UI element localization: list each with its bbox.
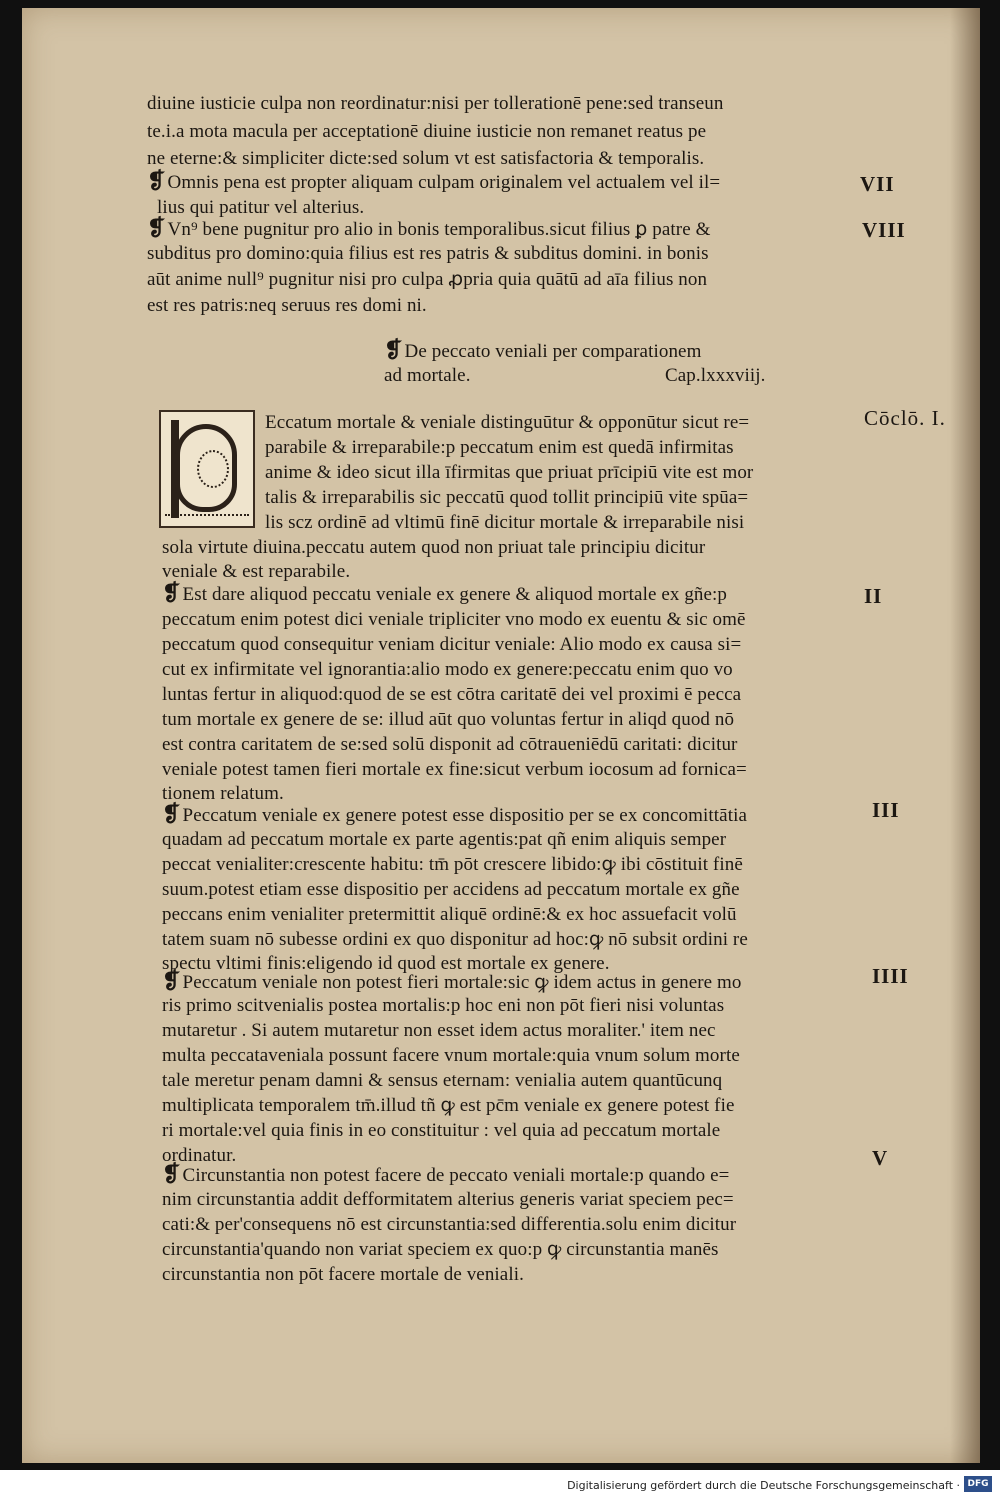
text-line: ❡ Peccatum veniale ex genere potest esse dispositio per se ex concomittātia bbox=[162, 801, 747, 826]
chapter-heading-line2: ad mortale. bbox=[384, 365, 471, 386]
text-line: lis scz ordinē ad vltimū finē dicitur mortale & irreparabile nisi bbox=[265, 512, 745, 533]
text-line: est res patris:neq seruus res domi ni. bbox=[147, 295, 427, 316]
text-line: ordinatur. bbox=[162, 1145, 237, 1166]
text-line: luntas fertur in aliquod:quod de se est cōtra caritatē dei vel proximi ē pecca bbox=[162, 684, 742, 705]
paragraph-mark-icon: ❡ bbox=[384, 337, 403, 362]
paragraph-mark-icon: ❡ bbox=[147, 215, 166, 240]
text-line: ❡ Peccatum veniale non potest fieri mortale:sic ꝙ idem actus in genere mo bbox=[162, 968, 742, 993]
text-line: multa peccataveniala possunt facere vnum mortale:quia vnum solum morte bbox=[162, 1045, 740, 1066]
text-line: cut ex infirmitate vel ignorantia:alio modo ex genere:peccatu enim quo vo bbox=[162, 659, 733, 680]
text-line: ❡ Circunstantia non potest facere de peccato veniali mortale:p quando e= bbox=[162, 1161, 730, 1186]
margin-numeral: III bbox=[872, 798, 900, 822]
decorated-initial-p bbox=[159, 410, 255, 528]
footer-credit: Digitalisierung gefördert durch die Deutsche Forschungsgemeinschaft · bbox=[567, 1479, 960, 1492]
text-line: Eccatum mortale & veniale distinguūtur & opponūtur sicut re= bbox=[265, 412, 750, 433]
margin-numeral: VII bbox=[860, 172, 895, 196]
text-line: ris primo scitvenialis postea mortalis:p hoc eni non pōt fieri nisi voluntas bbox=[162, 995, 725, 1016]
chapter-number: Cap.lxxxviij. bbox=[665, 365, 766, 386]
text-line: talis & irreparabilis sic peccatū quod tollit principiū vite spūa= bbox=[265, 487, 749, 508]
text-line: peccatum enim potest dici veniale tripliciter vno modo ex euentu & sic omē bbox=[162, 609, 746, 630]
text-line: aūt anime null⁹ pugnitur nisi pro culpa ꝓpria quia quātū ad aīa filius non bbox=[147, 269, 708, 290]
text-line: peccans enim venialiter pretermittit aliquē ordinē:& ex hoc assuefacit volū bbox=[162, 904, 737, 925]
margin-numeral: V bbox=[872, 1146, 889, 1170]
paragraph-mark-icon: ❡ bbox=[162, 580, 181, 605]
text-line: est contra caritatem de se:sed solū disponit ad cōtraueniēdū caritati: dicitur bbox=[162, 734, 738, 755]
text-line: ❡ Vn⁹ bene pugnitur pro alio in bonis temporalibus.sicut filius ꝑ patre & bbox=[147, 215, 711, 240]
text-line: multiplicata temporalem tm̄.illud tñ ꝙ est pc̄m veniale ex genere potest fie bbox=[162, 1095, 735, 1116]
text-line: sola virtute diuina.peccatu autem quod non priuat tale principiu dicitur bbox=[162, 537, 706, 558]
chapter-heading: ❡ De peccato veniali per comparationem bbox=[384, 337, 702, 362]
text-line: subditus pro domino:quia filius est res patris & subditus domini. in bonis bbox=[147, 243, 709, 264]
text-line: tatem suam nō subesse ordini ex quo disponitur ad hoc:ꝙ nō subsit ordini re bbox=[162, 929, 748, 950]
text-line: te.i.a mota macula per acceptationē diuine iusticie non remanet reatus pe bbox=[147, 121, 707, 142]
text-line: circunstantia'quando non variat speciem ex quo:p ꝙ circunstantia manēs bbox=[162, 1239, 719, 1260]
text-line: ne eterne:& simpliciter dicte:sed solum vt est satisfactoria & temporalis. bbox=[147, 148, 705, 169]
text-line: veniale & est reparabile. bbox=[162, 561, 351, 582]
text-line: ❡ Omnis pena est propter aliquam culpam originalem vel actualem vel il= bbox=[147, 168, 721, 193]
text-line: nim circunstantia addit defformitatem alterius generis variat speciem pec= bbox=[162, 1189, 734, 1210]
text-line: circunstantia non pōt facere mortale de veniali. bbox=[162, 1264, 524, 1285]
text-line: quadam ad peccatum mortale ex parte agentis:pat qñ enim aliquis semper bbox=[162, 829, 727, 850]
flower-ornament-icon bbox=[197, 450, 229, 488]
conclusio-label: Cōclō. I. bbox=[864, 406, 946, 430]
book-page bbox=[22, 8, 980, 1463]
text-line: veniale potest tamen fieri mortale ex fine:sicut verbum iocosum ad fornica= bbox=[162, 759, 747, 780]
paragraph-mark-icon: ❡ bbox=[162, 968, 181, 993]
text-line: tionem relatum. bbox=[162, 783, 284, 804]
text-line: peccat venialiter:crescente habitu: tm̄ pōt crescere libido:ꝙ ibi cōstituit finē bbox=[162, 854, 743, 875]
margin-numeral: II bbox=[864, 584, 883, 608]
margin-numeral: VIII bbox=[862, 218, 906, 242]
text-line: parabile & irreparabile:p peccatum enim est quedā infirmitas bbox=[265, 437, 734, 458]
dfg-logo-icon: DFG bbox=[964, 1476, 992, 1492]
paragraph-mark-icon: ❡ bbox=[162, 1161, 181, 1186]
text-line: suum.potest etiam esse dispositio per accidens ad peccatum mortale ex gñe bbox=[162, 879, 740, 900]
page-spine-shadow bbox=[950, 8, 980, 1463]
text-line: peccatum quod consequitur veniam dicitur veniale: Alio modo ex causa si= bbox=[162, 634, 742, 655]
text-line: anime & ideo sicut illa īfirmitas que priuat prīcipiū vite est mor bbox=[265, 462, 754, 483]
text-line: tum mortale ex genere de se: illud aūt quo voluntas fertur in aliqd quod nō bbox=[162, 709, 735, 730]
paragraph-mark-icon: ❡ bbox=[147, 168, 166, 193]
margin-numeral: IIII bbox=[872, 964, 909, 988]
text-line: diuine iusticie culpa non reordinatur:nisi per tollerationē pene:sed transeun bbox=[147, 93, 724, 114]
text-line: spectu vltimi finis:eligendo id quod est mortale ex genere. bbox=[162, 953, 610, 974]
text-line: cati:& per'consequens nō est circunstantia:sed differentia.solu enim dicitur bbox=[162, 1214, 737, 1235]
text-line: ❡ Est dare aliquod peccatu veniale ex genere & aliquod mortale ex gñe:p bbox=[162, 580, 728, 605]
text-line: ri mortale:vel quia finis in eo constituitur : vel quia ad peccatum mortale bbox=[162, 1120, 721, 1141]
paragraph-mark-icon: ❡ bbox=[162, 801, 181, 826]
text-line: lius qui patitur vel alterius. bbox=[157, 197, 365, 218]
text-line: mutaretur . Si autem mutaretur non esset idem actus moraliter.' item nec bbox=[162, 1020, 716, 1041]
text-line: tale meretur penam damni & sensus eternam: venialia autem quantūcunq bbox=[162, 1070, 723, 1091]
